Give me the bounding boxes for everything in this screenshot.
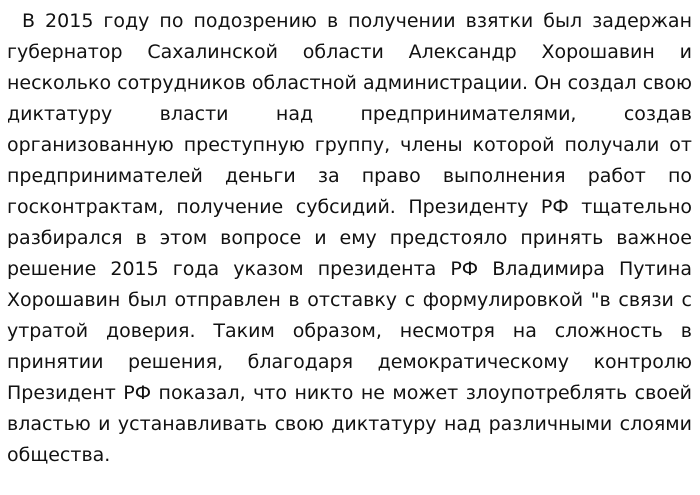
body-paragraph: В 2015 году по подозрению в получении взятки был задержан губернатор Сахалинской области Александр Хорошавин и несколько сотрудников областной администрации. Он создал свою диктатуру власти над предпринимателями, создав организованную преступную группу, члены которой получали от предпринимателей деньги за право выполнения работ по госконтрактам, получение субсидий. Президенту РФ тщательно разбирался в этом вопросе и ему предстояло принять важное решение 2015 года указом президента РФ Владимира Путина Хорошавин был отправлен в отставку с формулировкой "в связи с утратой доверия. Таким образом, несмотря на сложность в принятии решения, благодаря демократическому контролю Президент РФ показал, что никто не может злоупотреблять своей властью и устанавливать свою диктатуру над различными слоями общества. [7, 10, 692, 466]
